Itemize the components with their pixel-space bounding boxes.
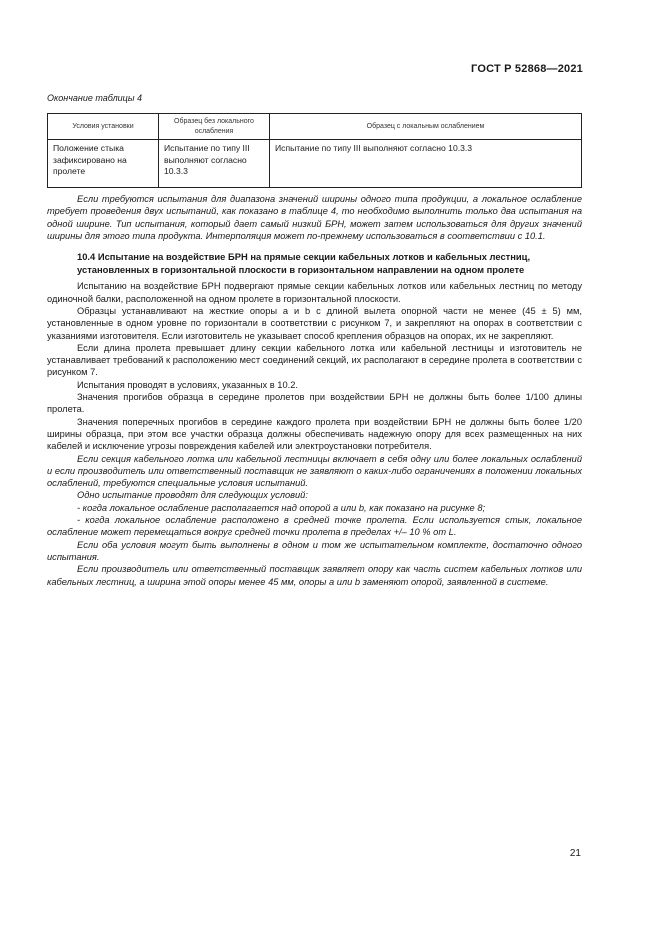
note-list-item: - когда локальное ослабление располагается над опорой a или b, как показано на рисунке 8; bbox=[77, 502, 486, 513]
paragraph: Значения поперечных прогибов в середине каждого пролета при воздействии БРН не должны быть более 1/20 ширины образца, при этом все участки образца должны обеспечивать надежную опору для всех размещенных на них кабелей и исключение угрозы повреждения кабелей или электроустановки потребителя. bbox=[47, 416, 582, 452]
table-caption: Окончание таблицы 4 bbox=[47, 93, 142, 103]
note-paragraph: Если оба условия могут быть выполнены в одном и том же испытательном комплекте, достаточно одного испытания. bbox=[47, 539, 582, 562]
paragraph: Образцы устанавливают на жесткие опоры a и b с длиной вылета опорной части не менее (45 ± 5) мм, установленные в одном уровне по горизонтали в соответствии с рисунком 7, и закрепляют на опорах в соответствии с указаниями изготовителя. Если изготовитель не указывает способ крепления образцов на опорах, их не закрепляют. bbox=[47, 305, 582, 341]
section-heading: 10.4 Испытание на воздействие БРН на прямые секции кабельных лотков и кабельных лестниц, установленных в горизонтальной плоскости в горизонтальном направлении на одном пролете bbox=[77, 251, 531, 275]
paragraph: Если длина пролета превышает длину секции кабельного лотка или кабельной лестницы и изготовитель не устанавливает требований к расположению мест соединений секций, их располагают в середине пролета в соответствии с рисунком 7. bbox=[47, 342, 582, 378]
table-cell: Положение стыка зафиксировано на пролете bbox=[48, 140, 159, 188]
paragraph: Испытания проводят в условиях, указанных в 10.2. bbox=[77, 379, 298, 390]
document-number: ГОСТ Р 52868—2021 bbox=[471, 63, 583, 75]
note-paragraph: Одно испытание проводят для следующих условий: bbox=[77, 490, 308, 501]
note-paragraph: Если производитель или ответственный поставщик заявляет опору как часть систем кабельных лотков или кабельных лестниц, а ширина этой опоры менее 45 мм, опоры a или b заменяют опорой, заявленной в системе. bbox=[47, 564, 582, 587]
body-text bbox=[47, 193, 582, 588]
table-row bbox=[48, 140, 582, 188]
note-list-item: - когда локальное ослабление расположено в средней точке пролета. Если используется стык, локальное ослабление может перемещаться вокруг средней точки пролета в пределах +/– 10 % от L. bbox=[47, 515, 582, 538]
table-cell: Испытание по типу III выполняют согласно 10.3.3 bbox=[270, 140, 582, 188]
column-header-with-weakening: Образец с локальным ослаблением bbox=[270, 114, 582, 140]
table-header-row bbox=[48, 114, 582, 140]
column-header-conditions: Условия установки bbox=[48, 114, 159, 140]
intro-paragraph: Если требуются испытания для диапазона значений ширины одного типа продукции, а локальное ослабление требует проведения двух испытаний, как показано в таблице 4, то необходимо выполнить только два испытания на одной ширине. Тип испытания, который дает самый низкий БРН, может затем использоваться для других значений ширины для этого типа продукта. Интерполяция может по-прежнему использоваться в соответствии с 10.1. bbox=[47, 194, 582, 241]
note-paragraph: Если секция кабельного лотка или кабельной лестницы включает в себя одну или более локальных ослаблений и если производитель или ответственный поставщик не заявляют о каких-либо ограничениях в положении локальных ослаблений, требуются специальные условия испытаний. bbox=[47, 453, 582, 489]
paragraph: Испытанию на воздействие БРН подвергают прямые секции кабельных лотков или кабельных лестниц по методу одиночной балки, расположенной на одном пролете в горизонтальной плоскости. bbox=[47, 281, 582, 304]
table-4 bbox=[47, 113, 582, 188]
paragraph: Значения прогибов образца в середине пролетов при воздействии БРН не должны быть более 1/100 длины пролета. bbox=[47, 392, 582, 415]
table-cell: Испытание по типу III выполняют согласно 10.3.3 bbox=[159, 140, 270, 188]
column-header-no-weakening: Образец без локального ослабления bbox=[159, 114, 270, 140]
page-number: 21 bbox=[569, 848, 581, 859]
